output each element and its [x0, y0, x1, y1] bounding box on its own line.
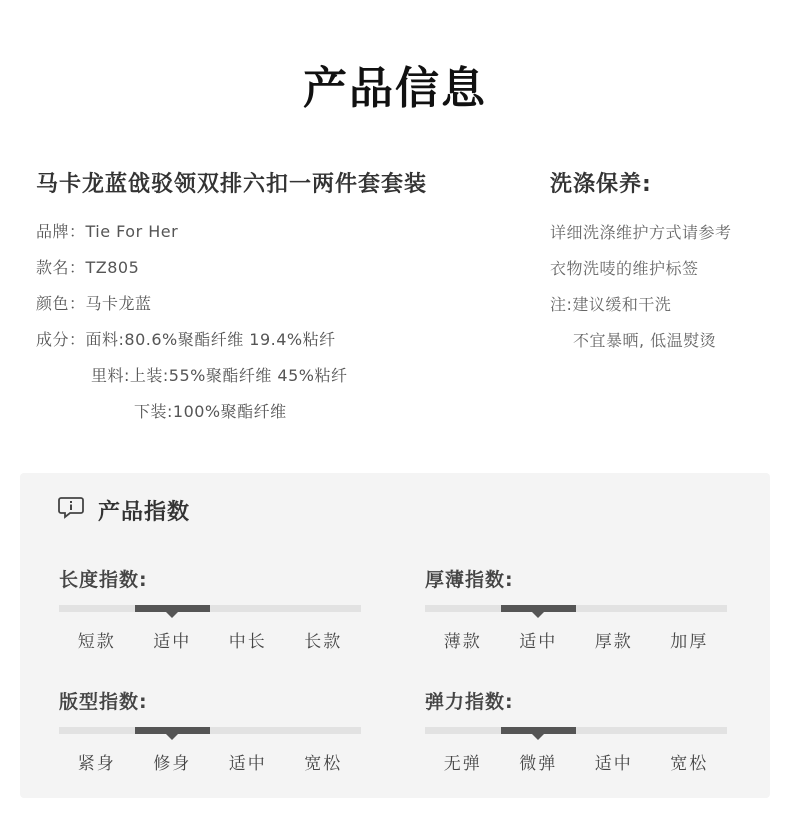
- index-label: 弹力指数:: [425, 691, 514, 713]
- index-option: 加厚: [670, 632, 709, 652]
- index-option: 厚款: [594, 632, 633, 652]
- page-title: 产品信息: [303, 63, 487, 114]
- index-label: 长度指数:: [59, 569, 148, 591]
- index-pointer: [166, 612, 178, 618]
- care-line: 不宜暴晒, 低温熨烫: [573, 331, 717, 350]
- index-track-fill: [135, 727, 211, 734]
- index-option: 修身: [153, 754, 192, 774]
- index-label: 厚薄指数:: [425, 569, 514, 591]
- care-line: 详细洗涤维护方式请参考: [550, 223, 732, 242]
- panel-header: [58, 493, 190, 527]
- product-index-panel: [20, 473, 770, 798]
- spec-lining: 里料:上装:55%聚酯纤维 45%粘纤: [91, 366, 348, 385]
- spec-brand: 品牌：Tie For Her: [36, 222, 179, 241]
- index-track: [425, 727, 727, 734]
- spec-composition: 成分：面料:80.6%聚酯纤维 19.4%粘纤: [36, 330, 336, 349]
- index-track: [425, 605, 727, 612]
- index-option: 长款: [304, 632, 343, 652]
- index-option: 紧身: [77, 754, 116, 774]
- care-title: 洗涤保养:: [550, 172, 652, 197]
- index-option: 短款: [77, 632, 116, 652]
- index-option: 适中: [228, 754, 267, 774]
- spec-color: 颜色：马卡龙蓝: [36, 294, 152, 313]
- index-track-fill: [501, 727, 577, 734]
- index-pointer: [532, 612, 544, 618]
- index-pointer: [166, 734, 178, 740]
- index-option: 适中: [153, 632, 192, 652]
- index-option: 中长: [228, 632, 267, 652]
- index-option: 宽松: [304, 754, 343, 774]
- index-pointer: [532, 734, 544, 740]
- info-message-icon: [58, 496, 98, 524]
- index-option: 适中: [519, 632, 558, 652]
- care-line: 衣物洗唛的维护标签: [550, 259, 699, 278]
- index-track: [59, 605, 361, 612]
- index-option: 宽松: [670, 754, 709, 774]
- index-option: 薄款: [443, 632, 482, 652]
- index-label: 版型指数:: [59, 691, 148, 713]
- spec-model: 款名：TZ805: [36, 258, 140, 277]
- index-track: [59, 727, 361, 734]
- index-option: 适中: [594, 754, 633, 774]
- index-option: 微弹: [519, 754, 558, 774]
- care-line: 注:建议缓和干洗: [550, 295, 672, 314]
- index-track-fill: [135, 605, 211, 612]
- index-option: 无弹: [443, 754, 482, 774]
- index-track-fill: [501, 605, 577, 612]
- spec-lining-bottom: 下装:100%聚酯纤维: [134, 402, 287, 421]
- panel-title: 产品指数: [98, 499, 191, 525]
- product-name: 马卡龙蓝戗驳领双排六扣一两件套套装: [36, 172, 428, 197]
